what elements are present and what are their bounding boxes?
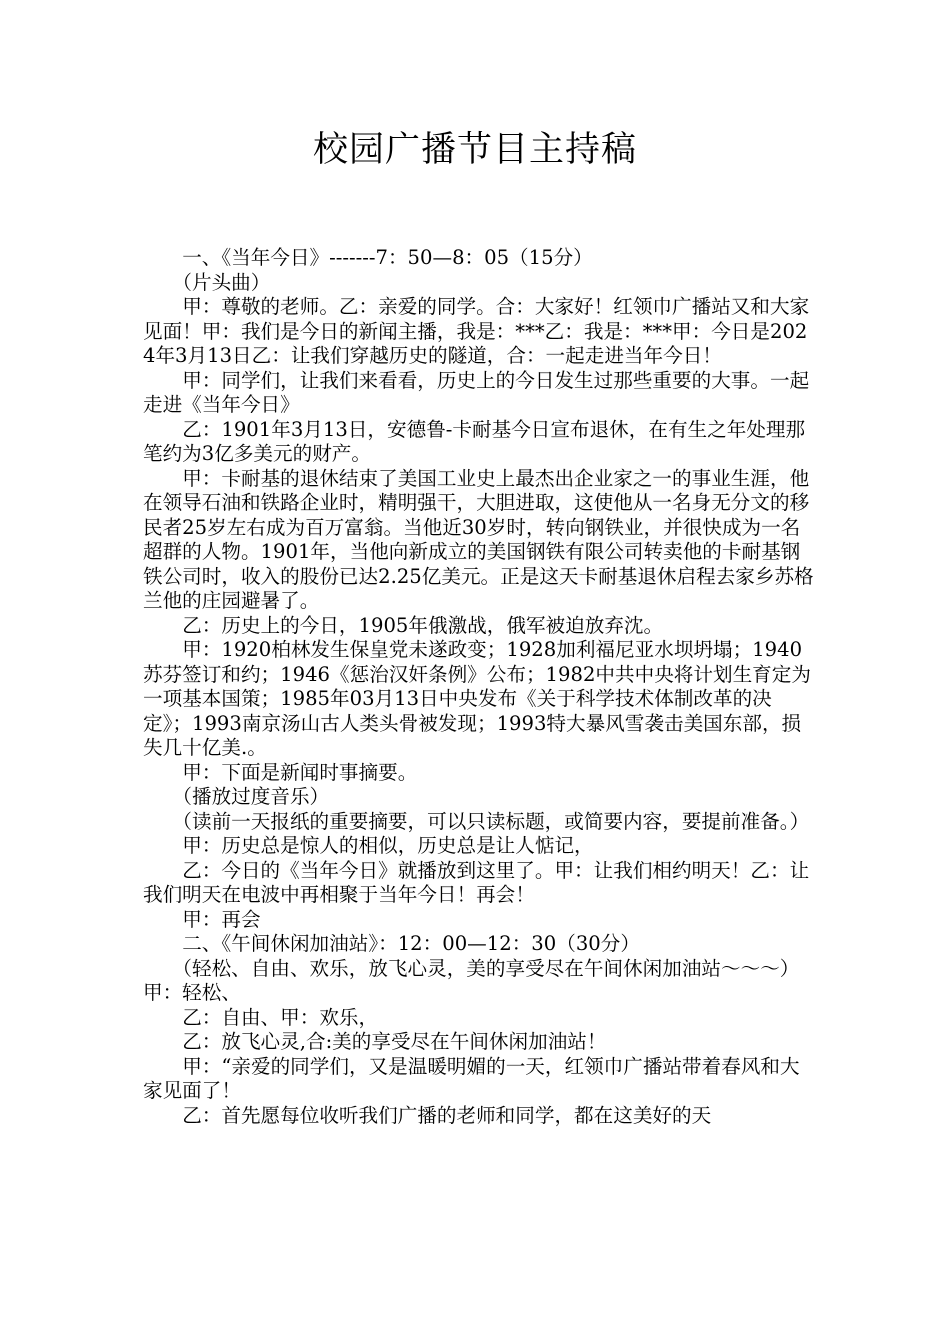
document-body [143, 246, 815, 1128]
paragraph: 甲：再会 [182, 907, 261, 931]
paragraph: 甲：历史总是惊人的相似，历史总是让人惦记， [182, 834, 594, 857]
paragraph: 乙：今日的《当年今日》就播放到这里了。甲：让我们相约明天！乙：让我们明天在电波中再相聚于当年今日！再会！ [143, 858, 810, 906]
paragraph: 甲：尊敬的老师。乙：亲爱的同学。合：大家好！红领巾广播站又和大家见面！甲：我们是今日的新闻主播，我是：***乙：我是：***甲：今日是2024年3月13日乙：让我们穿越历史的隧道，合：一起走进当年今日！ [143, 295, 810, 367]
paragraph: 乙：1901年3月13日，安德鲁-卡耐基今日宣布退休，在有生之年处理那笔约为3亿多美元的财产。 [143, 417, 806, 465]
paragraph: 乙：首先愿每位收听我们广播的老师和同学，都在这美好的天 [182, 1103, 712, 1127]
paragraph: （轻松、自由、欢乐，放飞心灵，美的享受尽在午间休闲加油站～～～）甲：轻松、 [143, 956, 800, 1004]
paragraph: （片头曲） [172, 270, 271, 294]
paragraph: 甲：1920柏林发生保皇党未遂政变；1928加利福尼亚水坝坍塌；1940苏芬签订和约；1946《惩治汉奸条例》公布；1982中共中央将计划生育定为一项基本国策；1985年03月13日中央发布《关于科学技术体制改革的决定》；1993南京汤山古人类头骨被发现；1993特大暴风雪袭击美国东部，损失几十亿美.。 [143, 638, 811, 759]
paragraph: （读前一天报纸的重要摘要，可以只读标题，或简要内容，要提前准备。） [172, 809, 810, 833]
paragraph: 乙：自由、甲：欢乐， [182, 1005, 379, 1029]
paragraph: 甲：“亲爱的同学们，又是温暖明媚的一天，红领巾广播站带着春风和大家见面了！ [143, 1054, 800, 1102]
paragraph: （播放过度音乐） [172, 785, 330, 808]
paragraph: 乙：历史上的今日，1905年俄激战，俄军被迫放弃沈。 [182, 613, 664, 637]
paragraph: 甲：下面是新闻时事摘要。 [182, 760, 418, 784]
document-title: 校园广播节目主持稿 [312, 130, 637, 170]
paragraph: 乙：放飞心灵,合:美的享受尽在午间休闲加油站！ [182, 1030, 607, 1053]
section-heading-2: 二、《午间休闲加油站》：12：00—12：30（30分） [182, 932, 640, 955]
section-heading-1: 一、《当年今日》-------7：50—8：05（15分） [182, 246, 593, 269]
paragraph: 甲：卡耐基的退休结束了美国工业史上最杰出企业家之一的事业生涯，他在领导石油和铁路企业时，精明强干，大胆进取，这使他从一名身无分文的移民者25岁左右成为百万富翁。当他近30岁时，转向钢铁业，并很快成为一名超群的人物。1901年，当他向新成立的美国钢铁有限公司转卖他的卡耐基钢铁公司时，收入的股份已达2.25亿美元。正是这天卡耐基退休启程去家乡苏格兰他的庄园避暑了。 [143, 466, 814, 612]
paragraph: 甲：同学们，让我们来看看，历史上的今日发生过那些重要的大事。一起走进《当年今日》 [143, 368, 810, 416]
